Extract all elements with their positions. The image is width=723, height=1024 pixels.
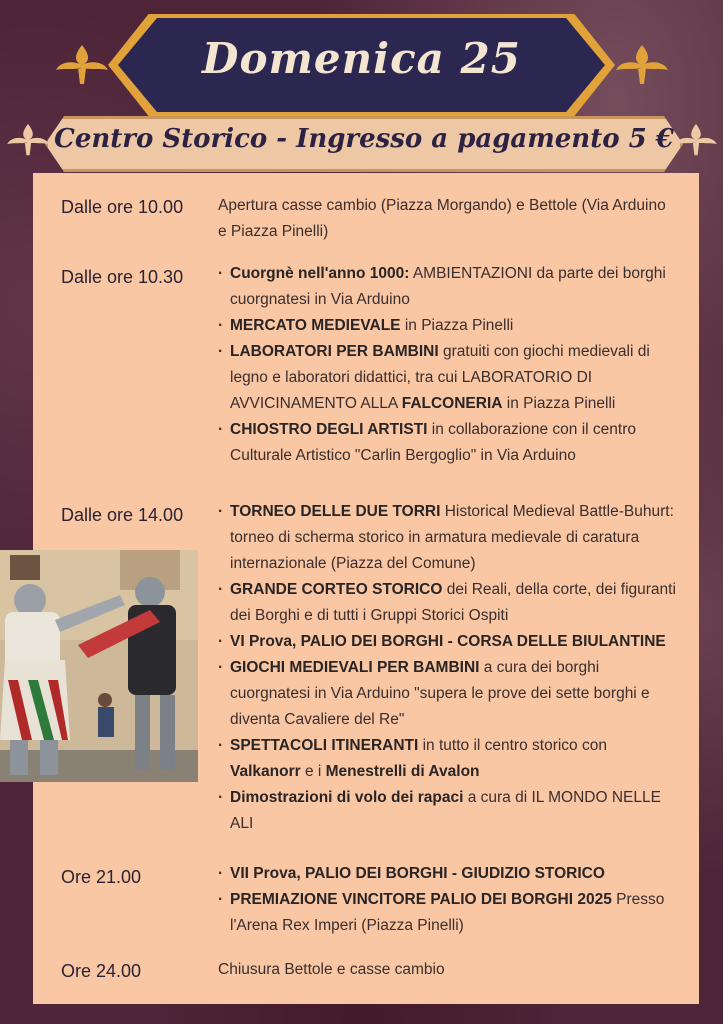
list-item: · LABORATORI PER BAMBINI gratuiti con giochi medievali di legno e laboratori didattici, tra cui LABORATORIO DI AVVICINAMENTO ALLA FALCONERIA in Piazza Pinelli bbox=[218, 339, 678, 417]
list-item: · VII Prova, PALIO DEI BORGHI - GIUDIZIO STORICO bbox=[218, 861, 678, 887]
subtitle: Centro Storico - Ingresso a pagamento 5 € bbox=[54, 124, 674, 154]
schedule-list bbox=[218, 861, 678, 939]
schedule-description: Apertura casse cambio (Piazza Morgando) e Bettole (Via Arduino e Piazza Pinelli) bbox=[218, 197, 666, 240]
time-label: Dalle ore 10.00 bbox=[61, 197, 184, 217]
knights-photo bbox=[0, 550, 198, 782]
time-label: Ore 24.00 bbox=[61, 961, 142, 981]
list-item: · GRANDE CORTEO STORICO dei Reali, della corte, dei figuranti dei Borghi e di tutti i Gruppi Storici Ospiti bbox=[218, 577, 678, 629]
time-label: Ore 21.00 bbox=[61, 867, 142, 887]
schedule-description: Chiusura Bettole e casse cambio bbox=[218, 961, 445, 978]
list-item: · TORNEO DELLE DUE TORRI Historical Medieval Battle-Buhurt: torneo di scherma storico in armatura medievale di caratura internazionale (Piazza del Comune) bbox=[218, 499, 678, 577]
list-item: · CHIOSTRO DEGLI ARTISTI in collaborazione con il centro Culturale Artistico "Carlin Bergoglio" in Via Arduino bbox=[218, 417, 678, 469]
schedule-list bbox=[218, 261, 678, 469]
list-item: · MERCATO MEDIEVALE in Piazza Pinelli bbox=[218, 313, 678, 339]
list-item: · SPETTACOLI ITINERANTI in tutto il centro storico con Valkanorr e i Menestrelli di Avalon bbox=[218, 733, 678, 785]
time-label: Dalle ore 10.30 bbox=[61, 267, 184, 287]
list-item: · Dimostrazioni di volo dei rapaci a cura di IL MONDO NELLE ALI bbox=[218, 785, 678, 837]
list-item: · PREMIAZIONE VINCITORE PALIO DEI BORGHI 2025 Presso l'Arena Rex Imperi (Piazza Pinelli) bbox=[218, 887, 678, 939]
list-item: · GIOCHI MEDIEVALI PER BAMBINI a cura dei borghi cuorgnatesi in Via Arduino "supera le prove dei sette borghi e diventa Cavaliere del Re" bbox=[218, 655, 678, 733]
time-label: Dalle ore 14.00 bbox=[61, 505, 184, 525]
list-item: · VI Prova, PALIO DEI BORGHI - CORSA DELLE BIULANTINE bbox=[218, 629, 678, 655]
schedule-list bbox=[218, 499, 678, 837]
list-item: · Cuorgnè nell'anno 1000: AMBIENTAZIONI da parte dei borghi cuorgnatesi in Via Arduino bbox=[218, 261, 678, 313]
knights-illustration bbox=[0, 550, 198, 782]
page-title: Domenica 25 bbox=[202, 34, 521, 83]
